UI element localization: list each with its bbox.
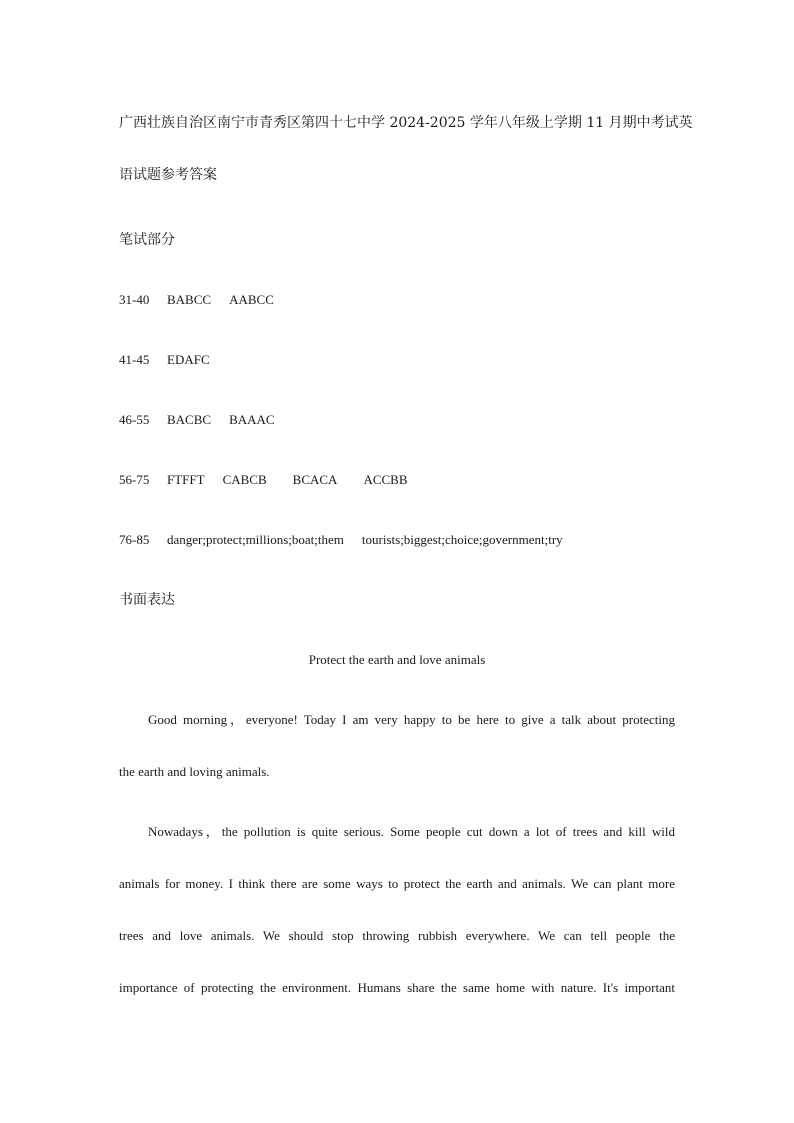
answer-row	[119, 531, 563, 549]
essay-line: importance of protecting the environment. Humans share the same home with nature. It's important	[119, 980, 675, 995]
essay-line: animals for money. I think there are some ways to protect the earth and animals. We can plant more	[119, 876, 675, 891]
answer-row	[119, 411, 275, 429]
answer-row	[119, 471, 408, 489]
answer-group: CABCB	[222, 472, 267, 487]
answer-row	[119, 291, 274, 309]
answer-range: 46-55	[119, 412, 150, 427]
essay-paragraph-1	[119, 711, 675, 781]
answer-group: tourists;biggest;choice;government;try	[361, 532, 563, 547]
writing-section-heading: 书面表达	[119, 592, 175, 608]
document-title-line-1: 广西壮族自治区南宁市青秀区第四十七中学 2024-2025 学年八年级上学期 11 月期中考试英	[119, 115, 693, 131]
document-title-line-2: 语试题参考答案	[119, 167, 217, 183]
answer-group: ACCBB	[363, 472, 408, 487]
essay-line: Good morning，everyone! Today I am very happy to be here to give a talk about protecting	[148, 712, 675, 727]
answer-group: BCACA	[292, 472, 338, 487]
answer-range: 41-45	[119, 352, 150, 367]
answer-group: BAAAC	[229, 412, 275, 427]
essay-line: Nowadays，the pollution is quite serious. Some people cut down a lot of trees and kill wild	[148, 824, 675, 839]
essay-title: Protect the earth and love animals	[308, 652, 486, 667]
answer-range: 76-85	[119, 532, 150, 547]
answer-group: EDAFC	[167, 352, 210, 367]
answer-group: danger;protect;millions;boat;them	[167, 532, 344, 547]
written-section-heading: 笔试部分	[119, 232, 175, 248]
answer-group: FTFFT	[167, 472, 205, 487]
answer-group: AABCC	[229, 292, 274, 307]
answer-range: 31-40	[119, 292, 150, 307]
answer-range: 56-75	[119, 472, 150, 487]
answer-row	[119, 351, 210, 369]
answer-group: BACBC	[167, 412, 212, 427]
essay-line: the earth and loving animals.	[119, 764, 270, 779]
essay-paragraph-2	[119, 823, 675, 997]
essay-line: trees and love animals. We should stop throwing rubbish everywhere. We can tell people the	[119, 928, 675, 943]
answer-group: BABCC	[167, 292, 212, 307]
